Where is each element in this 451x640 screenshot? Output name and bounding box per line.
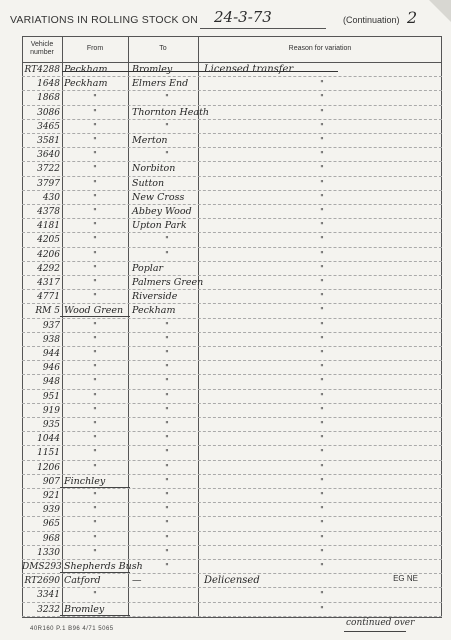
reason-for-variation: ": [320, 192, 324, 202]
to-garage: ": [165, 235, 169, 245]
from-garage: ": [93, 136, 97, 145]
to-garage: ": [165, 562, 169, 571]
to-garage: ": [165, 476, 169, 486]
reason-for-variation: ": [320, 391, 324, 401]
from-garage: ": [93, 405, 97, 415]
continued-underline: [344, 631, 406, 632]
from-garage: Finchley: [64, 475, 106, 487]
to-garage: ": [165, 391, 169, 401]
to-garage: ": [165, 505, 169, 515]
vehicle-number: 3465: [37, 121, 60, 132]
table-row: [22, 177, 442, 191]
table-row: [22, 319, 442, 333]
vehicle-number: 951: [42, 391, 60, 402]
to-garage: ": [165, 547, 169, 557]
table-row: [22, 588, 442, 602]
vehicle-number: 430: [42, 192, 60, 203]
margin-note: EG NE: [393, 574, 418, 584]
from-garage: ": [93, 263, 97, 273]
vehicle-number: 4378: [37, 207, 60, 217]
table-row: [22, 446, 442, 460]
reason-for-variation: ": [320, 420, 324, 429]
reason-for-variation: ": [320, 363, 324, 373]
vehicle-number: 3797: [37, 178, 60, 189]
from-garage: ": [93, 93, 97, 103]
vehicle-number: 939: [42, 505, 60, 516]
reason-for-variation: ": [320, 533, 324, 543]
from-garage: Peckham: [64, 78, 108, 90]
vehicle-number: 1868: [37, 93, 60, 104]
table-row: [22, 546, 442, 560]
table-row: [22, 77, 442, 91]
vehicle-number: 3341: [37, 590, 60, 601]
from-garage: ": [93, 221, 97, 231]
to-garage: [132, 603, 202, 617]
to-garage: Poplar: [132, 262, 164, 274]
from-garage: ": [93, 235, 97, 245]
reason-for-variation: Delicensed: [204, 575, 260, 587]
to-garage: ": [165, 249, 169, 259]
table-row: [22, 148, 442, 162]
to-garage: Upton Park: [132, 220, 187, 232]
vehicle-number: 944: [42, 349, 60, 359]
reason-for-variation: ": [320, 306, 324, 316]
to-garage: ": [165, 93, 169, 103]
table-row: [22, 489, 442, 503]
reason-for-variation: ": [320, 107, 324, 117]
to-garage: ": [165, 533, 169, 543]
reason-for-variation: ": [320, 590, 324, 600]
table-row: [22, 404, 442, 418]
from-garage: ": [93, 320, 97, 330]
column-header-from: From: [86, 45, 104, 52]
continued-note: continued over: [346, 618, 415, 628]
vehicle-number: DMS293: [22, 562, 62, 572]
from-garage: ": [93, 150, 97, 160]
from-garage: Catford: [64, 575, 101, 587]
vehicle-number: 3722: [37, 164, 60, 175]
to-garage: New Cross: [132, 191, 185, 203]
vehicle-number: RT2690: [24, 576, 60, 587]
to-garage: ": [165, 150, 169, 160]
reason-for-variation: ": [320, 150, 324, 160]
to-garage: ": [165, 519, 169, 529]
table-row: [22, 219, 442, 233]
table-row: [22, 390, 442, 404]
vehicle-number: 937: [42, 320, 60, 331]
form-code: 40R160 P.1 B96 4/71 5065: [30, 626, 114, 632]
from-garage: ": [93, 462, 97, 472]
to-garage: Merton: [132, 135, 168, 146]
table-row: [22, 233, 442, 247]
vehicle-number: 1330: [37, 547, 60, 558]
reason-for-variation: ": [320, 547, 324, 557]
from-garage: ": [93, 505, 97, 515]
from-garage: Wood Green: [64, 305, 124, 317]
to-garage: ": [165, 363, 169, 373]
column-header-vehicle: Vehicle number: [30, 41, 54, 56]
strike-line: [62, 71, 338, 72]
from-garage: ": [93, 164, 97, 174]
vehicle-number: 4205: [37, 235, 60, 246]
table-row: [22, 418, 442, 432]
from-garage: Shepherds Bush: [64, 561, 143, 572]
table-row: [22, 603, 442, 617]
vehicle-number: 4771: [37, 292, 60, 303]
form-date: 24-3-73: [214, 8, 272, 26]
from-garage: ": [93, 377, 97, 387]
table-row: [22, 503, 442, 517]
vehicle-number: 965: [42, 519, 60, 530]
table-row: [22, 532, 442, 546]
to-garage: Sutton: [132, 177, 165, 189]
to-garage: ": [165, 320, 169, 330]
reason-for-variation: ": [320, 93, 324, 103]
table-row: [22, 432, 442, 446]
page-number: 2: [407, 8, 418, 27]
reason-for-variation: ": [320, 249, 324, 259]
reason-for-variation: ": [320, 519, 324, 529]
from-garage: Bromley: [64, 603, 105, 615]
from-underline: [60, 572, 130, 573]
to-garage: Elmers End: [132, 78, 189, 90]
from-garage: ": [93, 292, 97, 302]
table-row: [22, 361, 442, 375]
vehicle-number: 1044: [37, 434, 60, 445]
reason-for-variation: ": [320, 462, 324, 472]
table-row: [22, 262, 442, 276]
reason-for-variation: ": [320, 505, 324, 515]
table-row: [22, 475, 442, 489]
from-garage: ": [93, 363, 97, 373]
to-garage: ": [165, 349, 169, 358]
from-garage: ": [93, 349, 97, 358]
to-garage: Peckham: [132, 305, 176, 317]
reason-for-variation: ": [320, 320, 324, 330]
vehicle-number: 907: [42, 476, 60, 487]
from-garage: ": [93, 334, 97, 344]
reason-for-variation: ": [320, 562, 324, 571]
vehicle-number: 948: [42, 377, 60, 388]
reason-for-variation: ": [320, 491, 324, 500]
table-row: [22, 120, 442, 134]
reason-for-variation: ": [320, 448, 324, 458]
from-garage: ": [93, 519, 97, 529]
reason-for-variation: ": [320, 349, 324, 358]
vehicle-number: 4181: [37, 221, 60, 232]
table-row: [22, 560, 442, 574]
from-garage: ": [93, 192, 97, 202]
to-garage: ": [165, 334, 169, 344]
table-row: [22, 517, 442, 531]
vehicle-number: 919: [42, 405, 60, 416]
table-row: [22, 63, 442, 77]
reason-for-variation: ": [320, 263, 324, 273]
vehicle-number: 4292: [37, 263, 60, 274]
vehicle-number: 1648: [37, 79, 60, 90]
table-row: [22, 290, 442, 304]
date-line: [200, 28, 326, 29]
vehicle-number: 938: [42, 334, 60, 345]
vehicle-number: 946: [42, 363, 60, 374]
from-garage: ": [93, 491, 97, 500]
from-underline: [60, 487, 130, 488]
reason-for-variation: ": [320, 136, 324, 145]
to-garage: ": [165, 448, 169, 458]
from-garage: ": [93, 178, 97, 188]
vehicle-number: 3232: [37, 604, 60, 615]
table-row: [22, 461, 442, 475]
continuation-label: (Continuation): [343, 15, 400, 25]
table-row: [22, 304, 442, 318]
table-row: [22, 248, 442, 262]
vehicle-number: 4317: [37, 278, 60, 288]
table-row: [22, 276, 442, 290]
to-garage: Abbey Wood: [132, 206, 192, 217]
to-garage: Thornton Heath: [132, 106, 210, 118]
column-header-to: To: [159, 45, 167, 52]
reason-for-variation: ": [320, 292, 324, 302]
reason-for-variation: ": [320, 334, 324, 344]
vehicle-number: 935: [42, 420, 60, 430]
reason-for-variation: ": [320, 221, 324, 231]
to-garage: ": [165, 462, 169, 472]
reason-for-variation: ": [320, 604, 324, 614]
vehicle-number: 4206: [37, 249, 60, 260]
reason-for-variation: ": [320, 121, 324, 131]
vehicle-number: 968: [42, 533, 60, 544]
vehicle-number: 1151: [37, 448, 60, 459]
vehicle-number: RT4288: [24, 65, 60, 75]
to-garage: Palmers Green: [132, 277, 204, 288]
to-garage: ": [165, 121, 169, 131]
reason-for-variation: ": [320, 164, 324, 174]
from-garage: ": [93, 391, 97, 401]
from-garage: ": [93, 107, 97, 117]
table-row: [22, 574, 442, 588]
vehicle-number: 1206: [37, 462, 60, 473]
from-garage: ": [93, 278, 97, 287]
from-garage: ": [93, 207, 97, 216]
to-garage: ": [165, 420, 169, 429]
vehicle-number: RM 5: [35, 306, 60, 317]
to-garage: [132, 588, 202, 602]
to-garage: ": [165, 434, 169, 444]
table-row: [22, 375, 442, 389]
from-underline: [60, 316, 130, 317]
from-garage: ": [93, 420, 97, 429]
vehicle-number: 3581: [37, 136, 60, 146]
reason-for-variation: Licensed transfer: [204, 64, 294, 75]
to-garage: ": [165, 405, 169, 415]
reason-for-variation: ": [320, 434, 324, 444]
from-garage: ": [93, 448, 97, 458]
reason-for-variation: ": [320, 476, 324, 486]
to-garage: ": [165, 491, 169, 500]
from-garage: ": [93, 590, 97, 600]
from-underline: [60, 615, 130, 616]
table-row: [22, 191, 442, 205]
vehicle-number: 921: [42, 491, 60, 501]
to-garage: ": [165, 377, 169, 387]
reason-for-variation: ": [320, 79, 324, 89]
from-garage: ": [93, 547, 97, 557]
table-row: [22, 106, 442, 120]
table-row: [22, 91, 442, 105]
table-row: [22, 162, 442, 176]
to-garage: Norbiton: [132, 163, 176, 175]
table-row: [22, 347, 442, 361]
from-garage: ": [93, 121, 97, 131]
form-title: VARIATIONS IN ROLLING STOCK ON: [10, 14, 199, 26]
table-row: [22, 333, 442, 347]
to-garage: Bromley: [132, 64, 173, 75]
to-garage: —: [132, 575, 142, 587]
column-header-reason: Reason for variation: [288, 45, 352, 52]
reason-for-variation: ": [320, 207, 324, 216]
to-garage: Riverside: [132, 291, 178, 303]
reason-for-variation: ": [320, 235, 324, 245]
from-garage: ": [93, 533, 97, 543]
from-garage: ": [93, 249, 97, 259]
reason-for-variation: ": [320, 178, 324, 188]
reason-for-variation: ": [320, 405, 324, 415]
vehicle-number: 3640: [37, 150, 60, 161]
table-row: [22, 134, 442, 148]
reason-for-variation: ": [320, 278, 324, 287]
from-garage: ": [93, 434, 97, 444]
from-garage: Peckham: [64, 64, 108, 75]
vehicle-number: 3086: [37, 107, 60, 118]
table-row: [22, 205, 442, 219]
form-header: [10, 6, 442, 32]
reason-for-variation: ": [320, 377, 324, 387]
